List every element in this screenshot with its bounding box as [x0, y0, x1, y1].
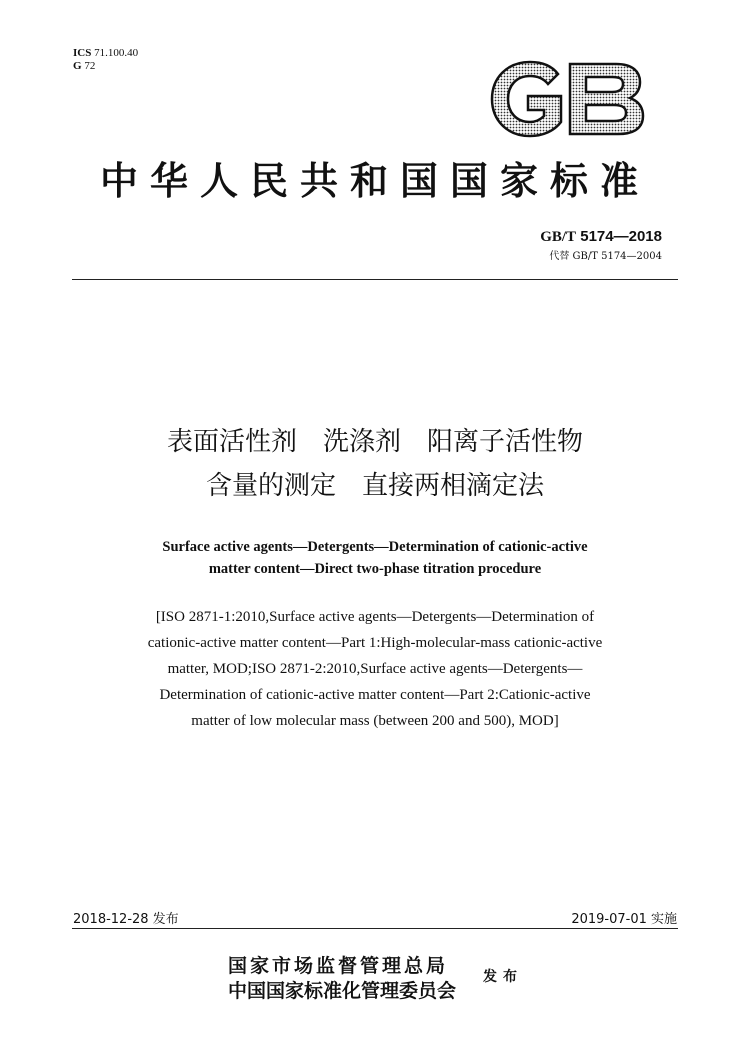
issuer-sac: 中国国家标准化管理委员会 — [228, 980, 457, 1002]
publish-date: 2018-12-28 发布 — [73, 912, 179, 927]
ics-code — [73, 47, 138, 60]
chinese-title-line-2: 含量的测定 直接两相滴定法 — [205, 471, 544, 501]
issue-label: 发布 — [483, 969, 523, 985]
footer-divider — [72, 928, 678, 929]
ccs-code — [73, 60, 138, 73]
standard-code-number: 5174—2018 — [580, 228, 662, 245]
standard-title: 中华人民共和国国家标准 — [99, 158, 650, 203]
standard-code-prefix: GB/T — [540, 229, 577, 245]
ccs-value: 72 — [84, 60, 96, 72]
replaces-note: 代替 GB/T 5174—2004 — [549, 251, 662, 262]
iso-reference — [68, 604, 682, 734]
standard-number-block — [540, 228, 662, 262]
english-title-line-2: matter content—Direct two-phase titration procedure — [208, 561, 542, 577]
ics-label: ICS — [73, 47, 92, 59]
issuer-samr: 国家市场监督管理总局 — [228, 955, 449, 977]
english-title — [60, 536, 690, 580]
ccs-label: G — [73, 60, 82, 72]
chinese-title — [60, 420, 690, 508]
gb-logo — [488, 60, 646, 138]
english-title-line-1: Surface active agents—Detergents—Determination of cationic-active — [162, 539, 588, 555]
classification-codes — [73, 47, 138, 73]
iso-reference-line-1: [ISO 2871-1:2010,Surface active agents—Detergents—Determination of — [155, 609, 595, 625]
implement-date: 2019-07-01 实施 — [571, 912, 677, 927]
standard-code — [540, 228, 662, 246]
chinese-title-line-1: 表面活性剂 洗涤剂 阳离子活性物 — [166, 427, 583, 457]
issuing-organizations — [228, 954, 456, 1004]
iso-reference-line-5: matter of low molecular mass (between 200 and 500), MOD] — [191, 713, 559, 729]
iso-reference-line-2: cationic-active matter content—Part 1:High-molecular-mass cationic-active — [147, 635, 603, 651]
iso-reference-line-4: Determination of cationic-active matter content—Part 2:Cationic-active — [159, 687, 591, 703]
iso-reference-line-3: matter, MOD;ISO 2871-2:2010,Surface active agents—Detergents— — [167, 661, 583, 677]
header-divider — [72, 279, 678, 280]
ics-value: 71.100.40 — [94, 47, 139, 59]
